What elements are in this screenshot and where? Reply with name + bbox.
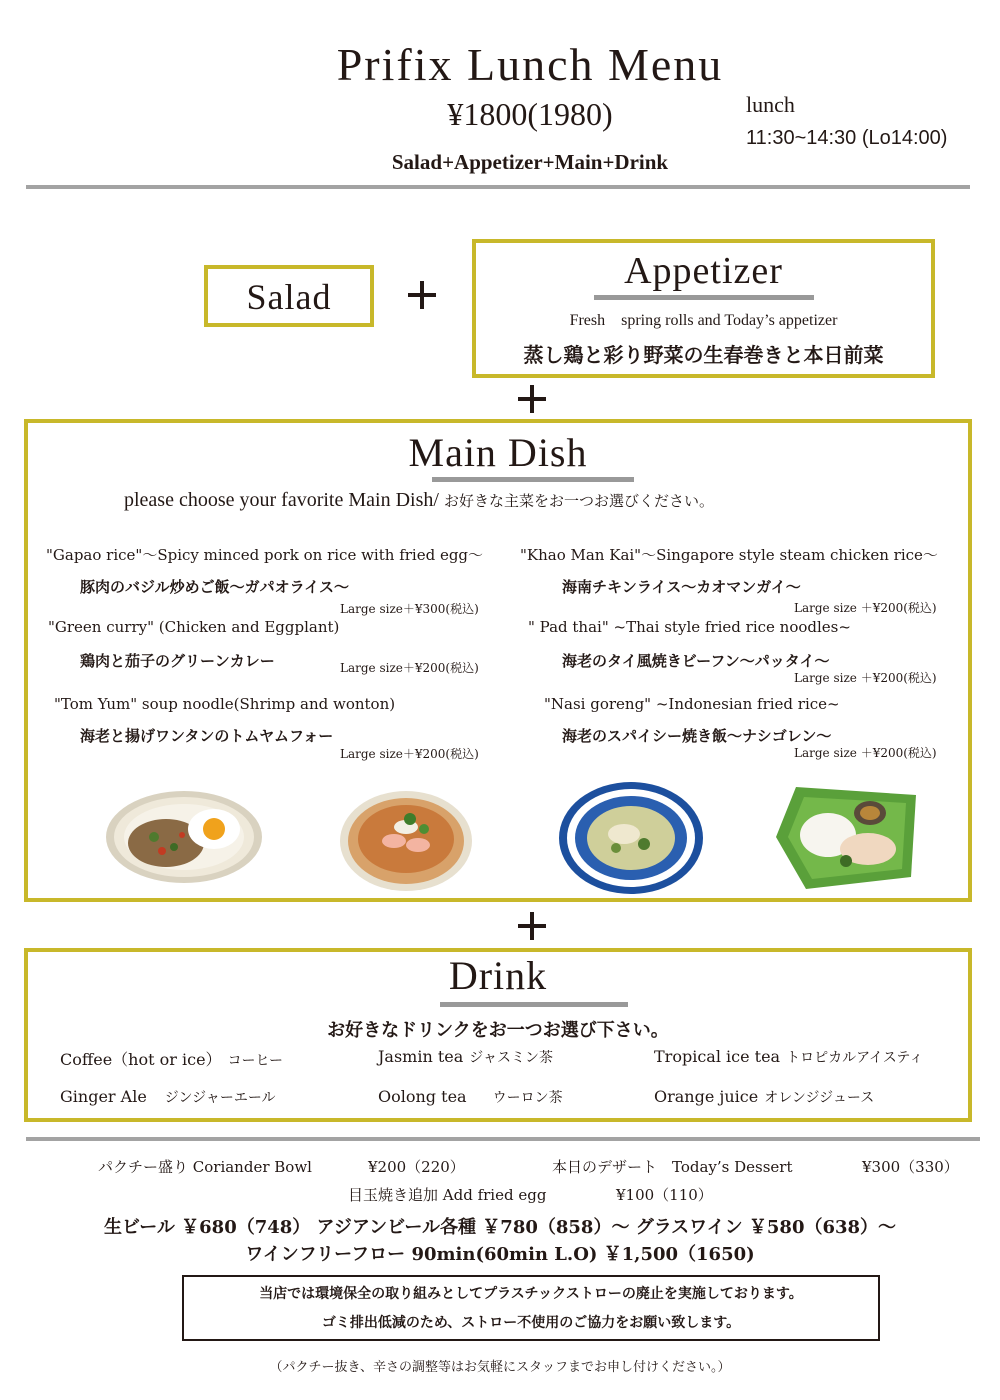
drink-en: Tropical ice tea	[654, 1047, 781, 1066]
todays-dessert: 本日のデザート Today’s Dessert	[552, 1158, 793, 1176]
wine-free-flow: ワインフリーフロー 90min(60min L.O) ￥1,500（1650)	[245, 1244, 755, 1265]
main-dish-box	[24, 419, 972, 902]
straw-notice-line2: ゴミ排出低減のため、ストロー不使用のご協力をお願い致します。	[321, 1315, 741, 1331]
appetizer-underline	[594, 295, 814, 300]
footer-divider	[26, 1137, 980, 1141]
appetizer-en: Fresh spring rolls and Today’s appetizer	[569, 312, 838, 329]
drink-item	[654, 1087, 874, 1107]
drink-en: Jasmin tea	[378, 1047, 464, 1066]
appetizer-box	[472, 239, 935, 378]
dish-jp-tom-yum: 海老と揚げワンタンのトムヤムフォー	[80, 727, 334, 745]
salad-label: Salad	[246, 277, 332, 317]
dish-jp-nasi-goreng: 海老のスパイシー焼き飯～ナシゴレン～	[562, 727, 832, 745]
header-divider	[26, 185, 970, 189]
page-title: Prifix Lunch Menu	[336, 39, 724, 90]
drink-title: Drink	[448, 953, 548, 998]
drink-en: Ginger Ale	[60, 1087, 147, 1106]
drink-jp: トロピカルアイスティ	[786, 1050, 924, 1066]
drink-en: Oolong tea	[378, 1087, 467, 1106]
drink-item	[378, 1087, 563, 1107]
drink-item	[60, 1087, 276, 1107]
drink-item	[654, 1047, 923, 1067]
dish-jp-pad-thai: 海老のタイ風焼きビーフン～パッタイ～	[562, 652, 830, 670]
tom-yum-photo	[336, 785, 476, 895]
dish-en-nasi-goreng: "Nasi goreng" ~Indonesian fried rice~	[544, 695, 840, 713]
main-dish-intro-en: please choose your favorite Main Dish/	[124, 489, 439, 511]
appetizer-title: Appetizer	[624, 250, 783, 292]
coriander-bowl-price: ¥200（220）	[368, 1158, 465, 1176]
drink-jp: オレンジジュース	[764, 1090, 875, 1106]
drink-jp: コーヒー	[227, 1053, 284, 1069]
straw-notice-line1: 当店では環境保全の取り組みとしてプラスチックストローの廃止を実施しております。	[259, 1286, 803, 1302]
coriander-bowl: パクチー盛り Coriander Bowl	[98, 1158, 312, 1176]
drink-underline	[440, 1002, 628, 1007]
straw-notice	[182, 1275, 880, 1341]
drink-item	[60, 1047, 283, 1070]
dish-large-nasi-goreng: Large size ＋¥200(税込)	[794, 746, 937, 760]
fried-egg: 目玉焼き追加 Add fried egg	[348, 1186, 547, 1204]
dish-jp-gapao: 豚肉のバジル炒めご飯～ガパオライス～	[80, 578, 350, 596]
drink-intro: お好きなドリンクをお一つお選び下さい。	[327, 1020, 669, 1041]
main-dish-title: Main Dish	[408, 430, 588, 475]
dish-en-green-curry: "Green curry" (Chicken and Eggplant)	[48, 618, 340, 636]
salad-box	[204, 265, 374, 327]
fried-egg-price: ¥100（110）	[616, 1186, 713, 1204]
dish-jp-green-curry: 鶏肉と茄子のグリーンカレー	[80, 652, 275, 670]
dish-en-tom-yum: "Tom Yum" soup noodle(Shrimp and wonton)	[54, 695, 396, 713]
plus-icon	[518, 912, 546, 940]
todays-dessert-price: ¥300（330）	[862, 1158, 959, 1176]
drink-item	[378, 1047, 553, 1067]
main-dish-intro	[124, 489, 714, 512]
appetizer-jp: 蒸し鶏と彩り野菜の生春巻きと本日前菜	[523, 343, 884, 367]
drink-en: Coffee（hot or ice）	[60, 1050, 222, 1069]
drink-jp: ジンジャーエール	[164, 1090, 276, 1106]
course-price: ¥1800(1980)	[447, 96, 613, 132]
lunch-label: lunch	[746, 92, 795, 117]
plus-icon	[518, 385, 546, 413]
drink-jp: ジャスミン茶	[469, 1050, 554, 1066]
gapao-photo	[104, 785, 264, 885]
plus-icon	[408, 281, 436, 309]
main-dish-intro-jp: お好きな主菜をお一つお選びください。	[444, 492, 715, 510]
green-curry-photo	[556, 778, 706, 898]
main-dish-underline	[432, 477, 634, 482]
dish-large-tom-yum: Large size＋¥200(税込)	[340, 747, 479, 761]
drink-box	[24, 948, 972, 1122]
dish-large-pad-thai: Large size ＋¥200(税込)	[794, 671, 937, 685]
khao-man-kai-photo	[766, 777, 926, 897]
dish-en-pad-thai: " Pad thai" ~Thai style fried rice noodles~	[528, 618, 851, 636]
dish-en-gapao: "Gapao rice"～Spicy minced pork on rice with fried egg～	[46, 546, 484, 564]
footnote: （パクチー抜き、辛さの調整等はお気軽にスタッフまでお申し付けください。）	[269, 1360, 731, 1375]
dish-large-gapao: Large size＋¥300(税込)	[340, 602, 479, 616]
dish-en-khao-man-kai: "Khao Man Kai"～Singapore style steam chicken rice～	[520, 546, 938, 564]
drink-en: Orange juice	[654, 1087, 759, 1106]
dish-jp-khao-man-kai: 海南チキンライス～カオマンガイ～	[562, 578, 801, 596]
drink-jp: ウーロン茶	[492, 1090, 563, 1106]
course-composition: Salad+Appetizer+Main+Drink	[391, 150, 669, 174]
dish-large-khao-man-kai: Large size ＋¥200(税込)	[794, 601, 937, 615]
alcohol-prices: 生ビール ￥680（748） アジアンビール各種 ￥780（858）～ グラスワイン ￥580（638）～	[103, 1217, 897, 1238]
lunch-hours: 11:30~14:30 (Lo14:00)	[746, 127, 948, 149]
dish-large-green-curry: Large size＋¥200(税込)	[340, 661, 479, 675]
